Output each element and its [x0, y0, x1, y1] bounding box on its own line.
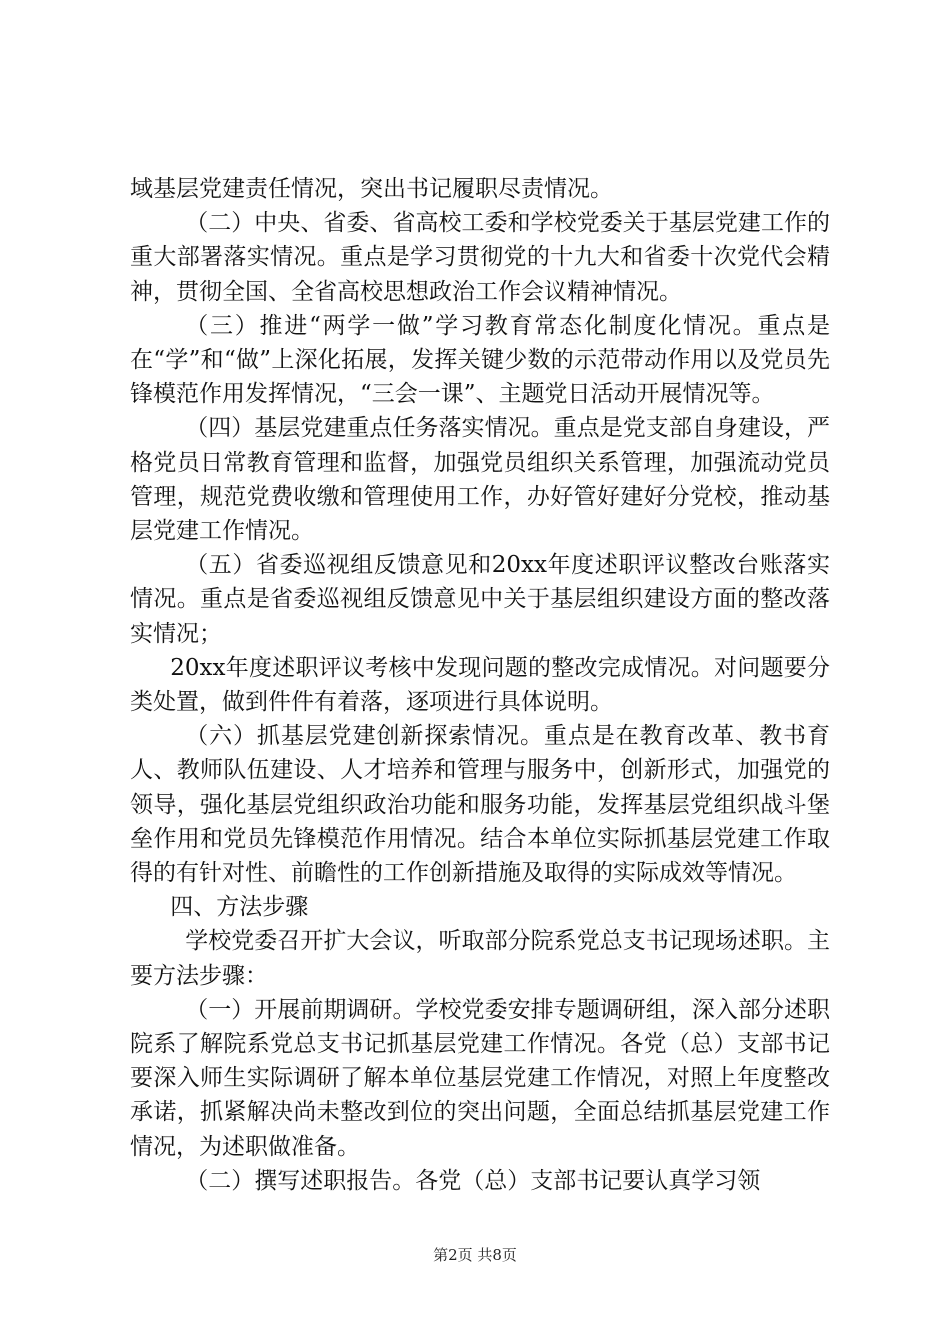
paragraph-item-2: （二）中央、省委、省高校工委和学校党委关于基层党建工作的重大部署落实情况。重点是学习贯彻党的十九大和省委十次党代会精神，贯彻全国、全省高校思想政治工作会议精神情况。 [130, 210, 830, 305]
document-body [130, 172, 830, 1198]
paragraph-step-1: （一）开展前期调研。学校党委安排专题调研组，深入部分述职院系了解院系党总支书记抓基层党建工作情况。各党（总）支部书记要深入师生实际调研了解本单位基层党建工作情况，对照上年度整改承诺，抓紧解决尚未整改到位的突出问题，全面总结抓基层党建工作情况，为述职做准备。 [130, 996, 830, 1160]
paragraph-item-4: （四）基层党建重点任务落实情况。重点是党支部自身建设，严格党员日常教育管理和监督，加强党员组织关系管理，加强流动党员管理，规范党费收缴和管理使用工作，办好管好建好分党校，推动基层党建工作情况。 [130, 415, 830, 545]
section-heading-methods: 四、方法步骤 [170, 894, 309, 921]
paragraph-continuation: 域基层党建责任情况，突出书记履职尽责情况。 [130, 176, 613, 202]
paragraph-item-3: （三）推进“两学一做”学习教育常态化制度化情况。重点是在“学”和“做”上深化拓展，发挥关键少数的示范带动作用以及党员先锋模范作用发挥情况，“三会一课”、主题党日活动开展情况等。 [130, 312, 830, 408]
paragraph-rectification: 20xx年度述职评议考核中发现问题的整改完成情况。对问题要分类处置，做到件件有着落，逐项进行具体说明。 [130, 654, 830, 716]
paragraph-item-6: （六）抓基层党建创新探索情况。重点是在教育改革、教书育人、教师队伍建设、人才培养和管理与服务中，创新形式，加强党的领导，强化基层党组织政治功能和服务功能，发挥基层党组织战斗堡垒作用和党员先锋模范作用情况。结合本单位实际抓基层党建工作取得的有针对性、前瞻性的工作创新措施及取得的实际成效等情况。 [130, 723, 830, 887]
paragraph-step-2: （二）撰写述职报告。各党（总）支部书记要认真学习领 [185, 1167, 761, 1194]
page-number-footer: 第2页 共8页 [433, 1246, 517, 1264]
paragraph-methods-intro: 学校党委召开扩大会议，听取部分院系党总支书记现场述职。主要方法步骤： [130, 928, 830, 989]
paragraph-item-5: （五）省委巡视组反馈意见和20xx年度述职评议整改台账落实情况。重点是省委巡视组反馈意见中关于基层组织建设方面的整改落实情况； [130, 552, 830, 647]
